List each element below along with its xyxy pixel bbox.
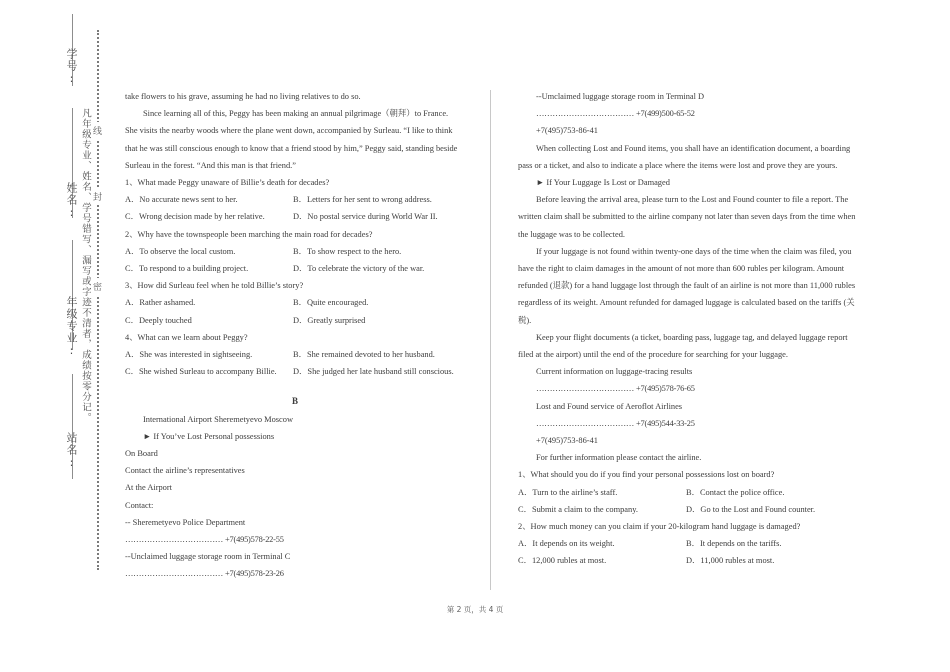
section-marker-b: B: [291, 396, 298, 407]
option-b[interactable]: B．Letters for her sent to wrong address.: [293, 195, 432, 205]
seal-dotted-line: [97, 30, 99, 570]
section-b-line-on-board: On Board: [125, 449, 158, 459]
field-name: 姓名:: [65, 182, 78, 220]
question-stem: 3、How did Surleau feel when he told Billie’s story?: [125, 281, 304, 291]
contact-phone-aeroflot: ……………………………… +7(495)544-33-25: [536, 418, 695, 428]
question-options-row: [125, 294, 465, 311]
option-c[interactable]: C．To respond to a building project.: [125, 264, 249, 274]
section-b-heading-lost-possessions: ► If You’ve Lost Personal possessions: [143, 431, 275, 441]
page-footer: 第 2 页，共 4 页: [446, 605, 504, 614]
seal-char-feng: 封: [91, 188, 104, 205]
section-b-line-police-dept: -- Sheremetyevo Police Department: [125, 517, 246, 527]
passage-paragraph-3: She visits the nearby woods where the plane went down, accompanied by Surleau. “I like to think that he was still conscious enough to know that a friend stood by him,” Peggy said, standing beside Surleau in the forest. “And this man is that friend.”: [125, 126, 458, 170]
question-options-row: [125, 191, 465, 208]
field-station-name: 站名:: [65, 432, 78, 470]
contact-phone-tracing: ……………………………… +7(495)578-76-65: [536, 384, 695, 394]
paragraph-not-found: If your luggage is not found within twenty-one days of the time when the claim was filed, you have the right to claim damages in the amount of not more than 600 rubles per kilogram. Amount refunded (退款) for a hand luggage lost through the fault of an airline is not more than 11,000 rubles regardless of its weight. Amount refunded for damaged luggage is calculated based on the tariffs (关税).: [518, 246, 856, 325]
option-b[interactable]: B．Quite encouraged.: [293, 298, 369, 308]
option-b[interactable]: B．It depends on the tariffs.: [686, 539, 782, 549]
paragraph-collecting-items: When collecting Lost and Found items, you shall have an identification document, a boarding pass or a ticket, and also to indicate a place where the items were lost and prove they are yours.: [518, 143, 851, 170]
field-student-id: 学号:: [65, 48, 78, 86]
passage-paragraph-2: Since learning all of this, Peggy has been making an annual pilgrimage（朝拜）to France.: [143, 109, 449, 119]
question-options-row: [125, 312, 465, 329]
section-b-line-contact-reps: Contact the airline’s representatives: [125, 466, 245, 476]
option-a[interactable]: A．No accurate news sent to her.: [125, 195, 238, 205]
option-c[interactable]: C．Wrong decision made by her relative.: [125, 212, 265, 222]
option-a[interactable]: A．Rather ashamed.: [125, 298, 196, 308]
section-b-phone-terminal-c: ……………………………… +7(495)578-23-26: [125, 569, 284, 579]
right-text-column: [518, 88, 858, 570]
option-d[interactable]: D．She judged her late husband still conscious.: [293, 367, 454, 377]
option-c[interactable]: C．Deeply touched: [125, 315, 192, 325]
question-stem: 2、Why have the townspeople been marching the main road for decades?: [125, 229, 373, 239]
question-options-row: [125, 243, 465, 260]
question-stem: 2、How much money can you claim if your 20-kilogram hand luggage is damaged?: [518, 522, 801, 532]
question-stem: 1、What made Peggy unaware of Billie’s death for decades?: [125, 178, 330, 188]
paragraph-keep-documents: Keep your flight documents (a ticket, boarding pass, luggage tag, and delayed luggage report filed at the airport) until the end of the procedure for searching for your luggage.: [518, 332, 848, 360]
option-d[interactable]: D．Greatly surprised: [293, 315, 366, 325]
question-options-row: [125, 363, 465, 380]
question-options-row: [518, 552, 858, 569]
option-d[interactable]: D．11,000 rubles at most.: [686, 556, 775, 566]
option-c[interactable]: C．Submit a claim to the company.: [518, 504, 638, 514]
field-grade-major: 年级专业:: [65, 296, 78, 358]
line-terminal-d: --Umclaimed luggage storage room in Terminal D: [536, 92, 705, 101]
contact-line-tracing-results: Current information on luggage-tracing results: [536, 367, 693, 377]
option-b[interactable]: B．Contact the police office.: [686, 487, 785, 497]
option-a[interactable]: A．She was interested in sightseeing.: [125, 350, 253, 360]
seal-char-xian: 线: [91, 122, 104, 139]
section-b-line-contact-label: Contact:: [125, 500, 154, 510]
question-options-row: [125, 208, 465, 225]
contact-line-aeroflot: Lost and Found service of Aeroflot Airlines: [536, 401, 683, 411]
section-b-title: International Airport Sheremetyevo Moscow: [143, 414, 294, 424]
column-divider: [490, 90, 491, 590]
question-options-row: [125, 346, 465, 363]
phone-terminal-d: ……………………………… +7(499)500-65-52: [536, 109, 695, 119]
paragraph-before-leaving: Before leaving the arrival area, please turn to the Lost and Found counter to file a report. The written claim shall be submitted to the airline company not later than seven days from the time when the luggage was to be collected.: [518, 195, 856, 239]
question-stem: 1、What should you do if you find your personal possessions lost on board?: [518, 470, 775, 480]
heading-lost-or-damaged: ► If Your Luggage Is Lost or Damaged: [536, 178, 670, 188]
question-stem: 4、What can we learn about Peggy?: [125, 332, 248, 342]
passage-line-continuation: take flowers to his grave, assuming he had no living relatives to do so.: [125, 92, 361, 101]
option-a[interactable]: A．Turn to the airline’s staff.: [518, 487, 618, 497]
contact-phone-extra: +7(495)753-86-41: [536, 436, 598, 446]
option-b[interactable]: B．To show respect to the hero.: [293, 246, 402, 256]
paragraph-further-information: For further information please contact the airline.: [536, 453, 702, 463]
option-a[interactable]: A．It depends on its weight.: [518, 539, 615, 549]
seal-notice-text: 凡年级专业、姓名、学号错写、漏写或字迹不清者，成绩按零分记。: [80, 108, 91, 423]
section-b-phone-police: ……………………………… +7(495)578-22-55: [125, 535, 284, 545]
option-b[interactable]: B．She remained devoted to her husband.: [293, 350, 435, 360]
question-options-row: [518, 501, 858, 518]
option-a[interactable]: A．To observe the local custom.: [125, 246, 236, 256]
question-options-row: [518, 535, 858, 552]
question-options-row: [518, 484, 858, 501]
option-d[interactable]: D．No postal service during World War II.: [293, 212, 438, 222]
option-c[interactable]: C．12,000 rubles at most.: [518, 556, 607, 566]
option-d[interactable]: D．Go to the Lost and Found counter.: [686, 504, 816, 514]
option-c[interactable]: C．She wished Surleau to accompany Billie.: [125, 367, 277, 377]
section-b-line-at-airport: At the Airport: [125, 483, 172, 493]
section-b-line-terminal-c: --Unclaimed luggage storage room in Terminal C: [125, 552, 291, 562]
question-options-row: [125, 260, 465, 277]
option-d[interactable]: D．To celebrate the victory of the war.: [293, 264, 425, 274]
left-text-column: [125, 88, 465, 583]
seal-char-mi: 密: [91, 278, 104, 295]
phone-extra-top: +7(495)753-86-41: [536, 126, 598, 136]
